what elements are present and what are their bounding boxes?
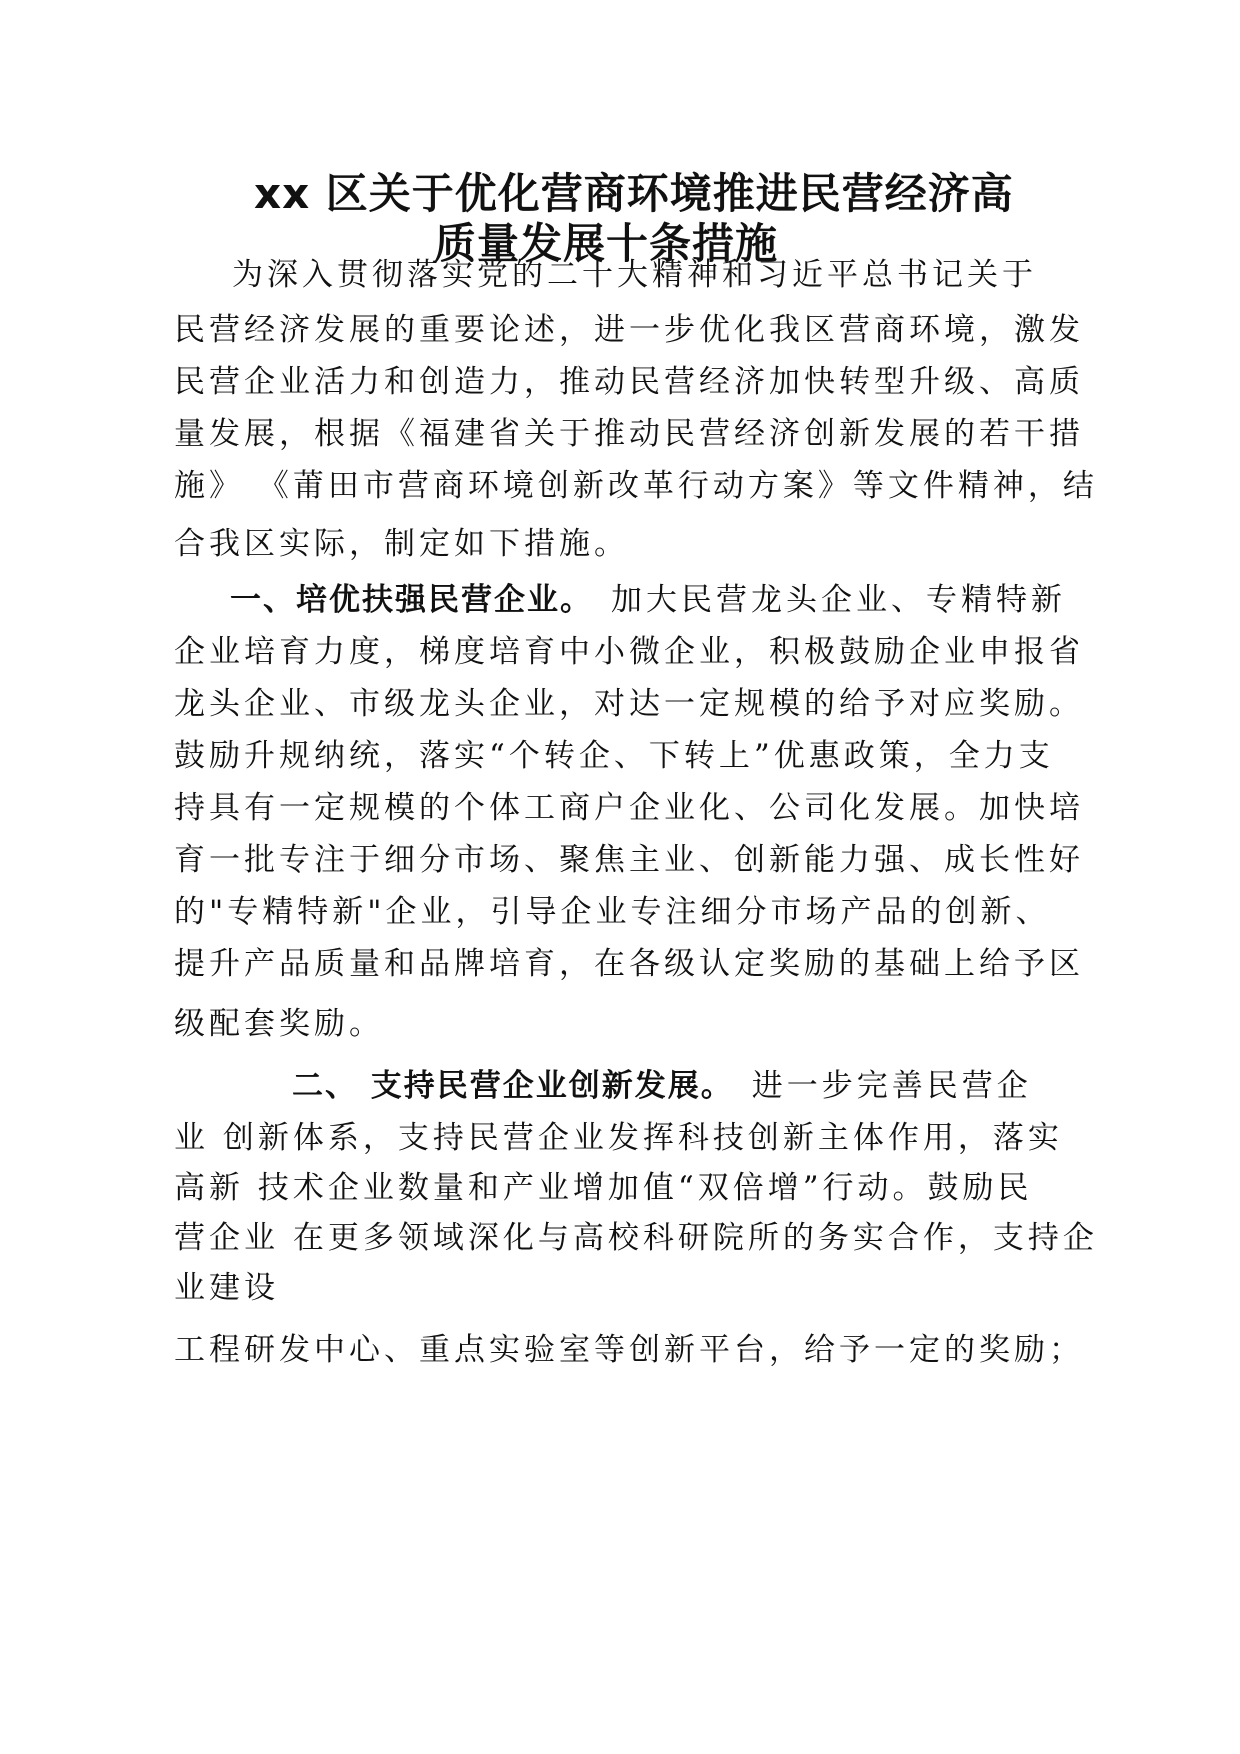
section-1-line: 育一批专注于细分市场、聚焦主业、创新能力强、成长性好 [174, 842, 1084, 878]
intro-line: 合我区实际，制定如下措施。 [174, 526, 629, 562]
intro-line: 民营经济发展的重要论述，进一步优化我区营商环境，激发 [174, 312, 1084, 348]
intro-line: 为深入贯彻落实党的二十大精神和习近平总书记关于 [232, 257, 1037, 293]
section-1-text: 加大民营龙头企业、专精特新 [611, 582, 1066, 618]
section-1-line: 的"专精特新"企业，引导企业专注细分市场产品的创新、 [174, 894, 1051, 930]
section-1-line: 提升产品质量和品牌培育，在各级认定奖励的基础上给予区 [174, 946, 1084, 982]
section-2-heading: 二、 支持民营企业创新发展。 [292, 1068, 734, 1104]
section-2-text: 进一步完善民营企 [751, 1068, 1032, 1104]
section-1-line: 企业培育力度，梯度培育中小微企业，积极鼓励企业申报省 [174, 634, 1084, 670]
section-1-line: 鼓励升规纳统，落实“个转企、下转上”优惠政策，全力支 [174, 738, 1054, 774]
section-2-line: 业建设 [174, 1270, 279, 1306]
section-2-line: 高新 技术企业数量和产业增加值“双倍增”行动。鼓励民 [174, 1170, 1033, 1206]
document-title-line-2: 质量发展十条措施 [434, 219, 779, 268]
document-title-line-1: xx 区关于优化营商环境推进民营经济高 [254, 169, 1014, 218]
section-1-heading: 一、培优扶强民营企业。 [230, 582, 593, 618]
section-1-line: 龙头企业、市级龙头企业，对达一定规模的给予对应奖励。 [174, 686, 1084, 722]
intro-line: 施》 《莆田市营商环境创新改革行动方案》等文件精神，结 [174, 468, 1098, 504]
section-1-line: 级配套奖励。 [174, 1006, 384, 1042]
section-2-line: 业 创新体系，支持民营企业发挥科技创新主体作用，落实 [174, 1120, 1063, 1156]
section-2-line: 工程研发中心、重点实验室等创新平台，给予一定的奖励； [174, 1332, 1084, 1368]
intro-line: 民营企业活力和创造力，推动民营经济加快转型升级、高质 [174, 364, 1084, 400]
section-1-line: 持具有一定规模的个体工商户企业化、公司化发展。加快培 [174, 790, 1084, 826]
section-2-line: 营企业 在更多领域深化与高校科研院所的务实合作，支持企 [174, 1220, 1098, 1256]
intro-line: 量发展，根据《福建省关于推动民营经济创新发展的若干措 [174, 416, 1084, 452]
section-1-first-line [230, 580, 1066, 620]
section-2-first-line [292, 1066, 1032, 1106]
